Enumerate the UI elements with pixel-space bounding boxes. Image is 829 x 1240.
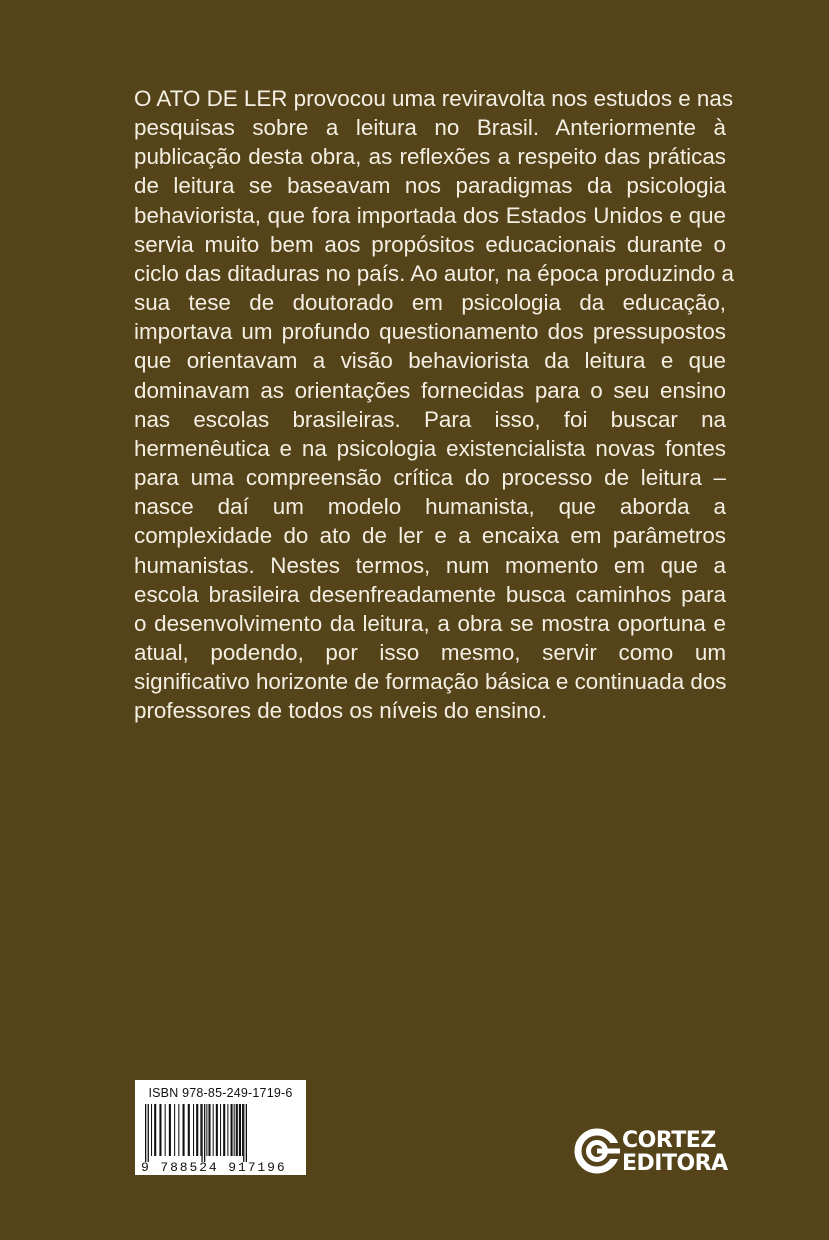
synopsis-line: nas escolas brasileiras. Para isso, foi buscar na bbox=[134, 406, 726, 432]
barcode-bar bbox=[154, 1104, 156, 1156]
synopsis-line: publicação desta obra, as reflexões a respeito das práticas bbox=[134, 144, 726, 170]
synopsis-line: servia muito bem aos propósitos educacionais durante o bbox=[134, 231, 726, 257]
barcode-bar bbox=[200, 1104, 201, 1156]
synopsis-line: escola brasileira desenfreadamente busca caminhos para bbox=[134, 581, 726, 607]
isbn-label: ISBN 978-85-249-1719-6 bbox=[148, 1086, 293, 1100]
synopsis-line: atual, podendo, por isso mesmo, servir como um bbox=[134, 639, 726, 665]
barcode-bar bbox=[178, 1104, 179, 1156]
barcode-bar bbox=[208, 1104, 210, 1156]
synopsis-line: sua tese de doutorado em psicologia da educação, bbox=[134, 290, 726, 316]
barcode-bar bbox=[231, 1104, 233, 1156]
barcode-bar bbox=[188, 1104, 190, 1156]
barcode-guard-bar bbox=[243, 1104, 244, 1162]
publisher-logo bbox=[574, 1128, 734, 1180]
barcode-guard-bar bbox=[145, 1104, 146, 1162]
synopsis-line: que orientavam a visão behaviorista da leitura e que bbox=[134, 348, 726, 374]
synopsis-line: importava um profundo questionamento dos pressupostos bbox=[134, 319, 726, 345]
barcode-bar bbox=[234, 1104, 235, 1156]
barcode-bar bbox=[239, 1104, 241, 1156]
synopsis-line: professores de todos os níveis do ensino. bbox=[134, 698, 548, 724]
barcode-bar bbox=[206, 1104, 207, 1156]
barcode-bar bbox=[216, 1104, 218, 1156]
synopsis-line: de leitura se baseavam nos paradigmas da psicologia bbox=[134, 173, 726, 199]
barcode-bar bbox=[193, 1104, 194, 1156]
barcode-bar bbox=[242, 1104, 243, 1156]
barcode-guard-bar bbox=[204, 1104, 205, 1162]
barcode-guard-bar bbox=[148, 1104, 149, 1162]
barcode-bar bbox=[236, 1104, 238, 1156]
synopsis-line: o desenvolvimento da leitura, a obra se mostra oportuna e bbox=[134, 610, 726, 636]
barcode-bar bbox=[227, 1104, 228, 1156]
synopsis-line: O ATO DE LER provocou uma reviravolta nos estudos e nas bbox=[134, 86, 734, 111]
publisher-subtitle: EDITORA bbox=[622, 1151, 728, 1176]
barcode-bar bbox=[151, 1104, 152, 1156]
isbn-barcode bbox=[135, 1080, 306, 1175]
cortez-logo-icon bbox=[574, 1128, 620, 1174]
synopsis-line: pesquisas sobre a leitura no Brasil. Anteriormente à bbox=[134, 115, 726, 141]
barcode-bar bbox=[165, 1104, 166, 1156]
barcode-guard-bar bbox=[201, 1104, 202, 1162]
synopsis-line: ciclo das ditaduras no país. Ao autor, na época produzindo a bbox=[134, 260, 734, 286]
barcode-bar bbox=[220, 1104, 221, 1156]
synopsis-text bbox=[134, 84, 734, 725]
barcode-bar bbox=[223, 1104, 225, 1156]
barcode-bars bbox=[145, 1104, 297, 1162]
synopsis-line: nasce daí um modelo humanista, que aborda a bbox=[134, 494, 726, 520]
barcode-bar bbox=[159, 1104, 161, 1156]
ean-digits: 9 788524 917196 bbox=[141, 1160, 287, 1175]
synopsis-line: dominavam as orientações fornecidas para o seu ensino bbox=[134, 377, 726, 403]
barcode-bar bbox=[183, 1104, 185, 1156]
barcode-bar bbox=[213, 1104, 214, 1156]
barcode-guard-bar bbox=[246, 1104, 247, 1162]
synopsis-line: para uma compreensão crítica do processo de leitura – bbox=[134, 465, 726, 491]
synopsis-line: complexidade do ato de ler e a encaixa em parâmetros bbox=[134, 523, 726, 549]
synopsis-line: humanistas. Nestes termos, num momento em que a bbox=[134, 552, 726, 578]
barcode-bar bbox=[169, 1104, 171, 1156]
publisher-name: CORTEZ bbox=[622, 1128, 716, 1153]
barcode-bar bbox=[174, 1104, 175, 1156]
synopsis-line: hermenêutica e na psicologia existencialista novas fontes bbox=[134, 435, 726, 461]
synopsis-line: behaviorista, que fora importada dos Estados Unidos e que bbox=[134, 202, 726, 228]
synopsis-line: significativo horizonte de formação básica e continuada dos bbox=[134, 669, 727, 695]
barcode-bar bbox=[196, 1104, 198, 1156]
